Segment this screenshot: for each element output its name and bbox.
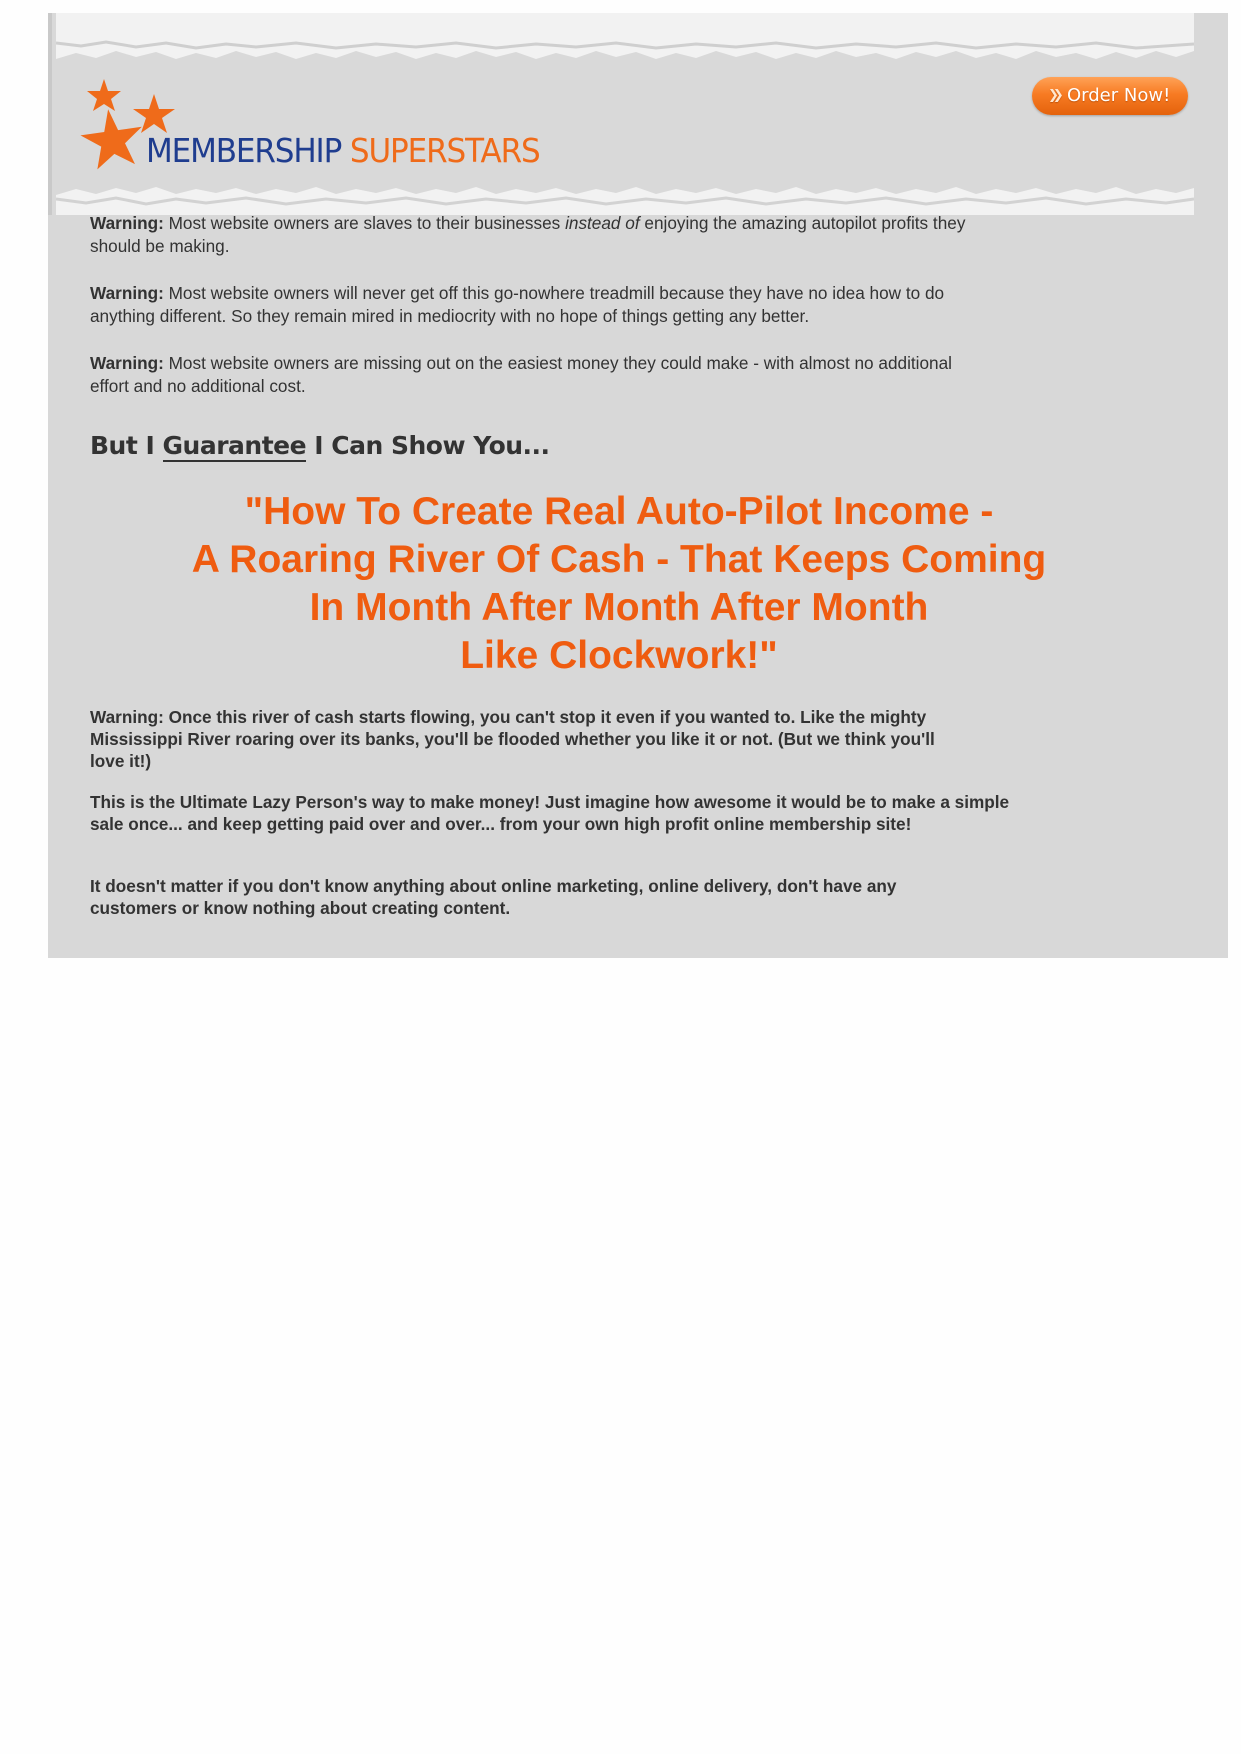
warning-text: Most website owners are slaves to their businesses: [163, 213, 566, 233]
warning-paragraph-1: [90, 212, 1010, 258]
order-now-label: Order Now!: [1067, 85, 1171, 106]
warning-label: Warning:: [90, 213, 164, 233]
warning-text: Most website owners will never get off this go-nowhere treadmill because they have no idea how to do anything different. So they remain mired in mediocrity with no hope of things getting any better.: [90, 283, 945, 326]
logo-word-membership: MEMBERSHIP: [146, 131, 342, 170]
guarantee-subheading: [90, 431, 550, 460]
body-paragraph-river: Warning: Once this river of cash starts flowing, you can't stop it even if you wanted to. Like the mighty Mississippi River roaring over its banks, you'll be flooded whether you like it or not. (But we think you'll love it!): [90, 707, 935, 771]
order-now-button[interactable]: [1032, 77, 1188, 115]
warning-text: Most website owners are missing out on the easiest money they could make - with almost no additional effort and no additional cost.: [90, 353, 952, 396]
headline-line-2: A Roaring River Of Cash - That Keeps Coming: [191, 538, 1047, 581]
main-headline: [48, 488, 1190, 680]
guarantee-text: I Can Show You...: [306, 431, 550, 460]
guarantee-text: But I: [90, 431, 163, 460]
torn-paper-top-border: [56, 13, 1194, 67]
torn-paper-bottom-border: [56, 185, 1194, 215]
warning-label: Warning:: [90, 283, 164, 303]
logo-stars-icon: [70, 69, 570, 191]
headline-line-1: "How To Create Real Auto-Pilot Income -: [244, 490, 994, 533]
warning-emphasis: instead of: [565, 213, 640, 233]
warning-text: enjoying the amazing autopilot profits they should be making.: [90, 213, 966, 256]
body-paragraph-lazy-person: This is the Ultimate Lazy Person's way to make money! Just imagine how awesome it would be to make a simple sale once... and keep getting paid over and over... from your own high profit online membership site!: [90, 792, 1010, 834]
headline-line-4: Like Clockwork!": [460, 634, 778, 677]
guarantee-underlined-word: Guarantee: [162, 431, 307, 460]
warning-paragraph-2: [90, 282, 1010, 328]
logo-word-superstars: SUPERSTARS: [349, 131, 540, 170]
body-paragraph-no-experience: It doesn't matter if you don't know anything about online marketing, online delivery, don't have any customers or know nothing about creating content.: [90, 876, 897, 918]
logo-wordmark: [146, 131, 540, 170]
headline-line-3: In Month After Month After Month: [309, 586, 929, 629]
site-header: [48, 13, 1190, 215]
warning-label: Warning:: [90, 353, 164, 373]
double-chevron-right-icon: ❯❯: [1048, 88, 1058, 103]
warning-paragraph-3: [90, 352, 970, 398]
sales-page-panel: [48, 13, 1228, 958]
